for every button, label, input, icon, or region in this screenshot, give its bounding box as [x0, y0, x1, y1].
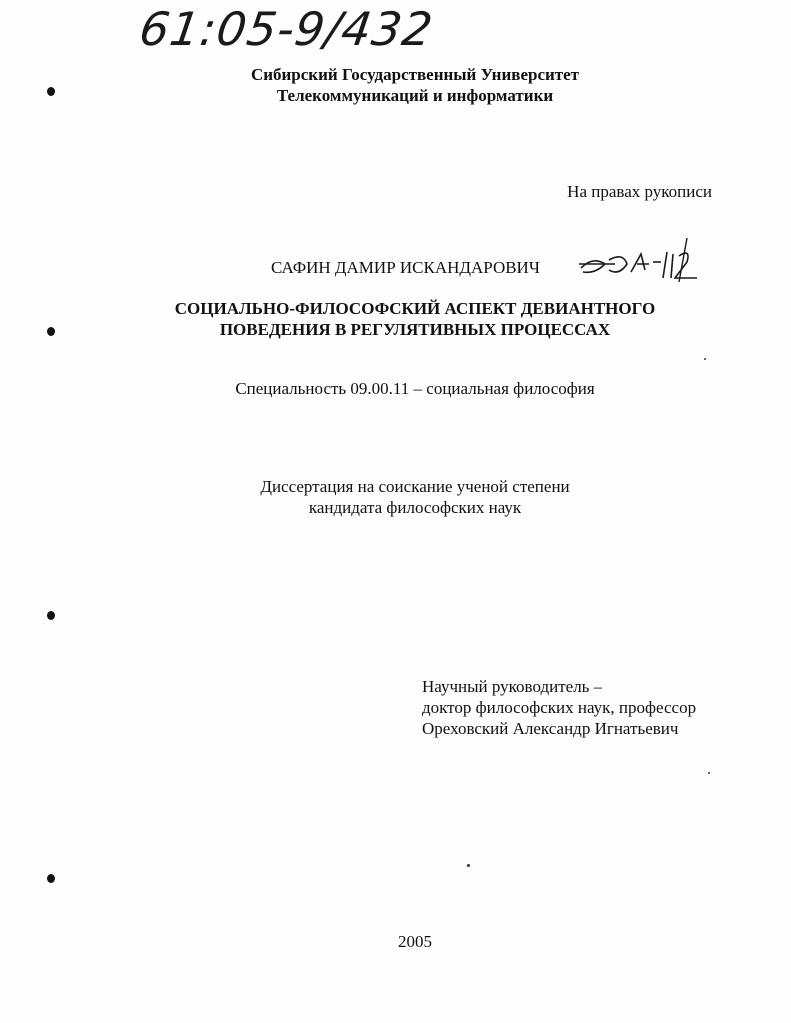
specialty: Специальность 09.00.11 – социальная философия: [235, 379, 595, 398]
scan-speck: [708, 772, 710, 774]
punch-hole-mark: [47, 874, 55, 883]
handwritten-signature: [575, 234, 705, 290]
handwritten-call-number: 61:05-9/432: [136, 2, 437, 56]
university-header: [160, 64, 670, 106]
punch-hole-mark: [47, 87, 55, 96]
title-line-2: ПОВЕДЕНИЯ В РЕГУЛЯТИВНЫХ ПРОЦЕССАХ: [219, 320, 611, 339]
supervisor-line-3: Ореховский Александр Игнатьевич: [422, 719, 679, 738]
title-line-1: СОЦИАЛЬНО-ФИЛОСОФСКИЙ АСПЕКТ ДЕВИАНТНОГО: [174, 299, 656, 318]
punch-hole-mark: [47, 327, 55, 336]
punch-hole-mark: [47, 611, 55, 620]
author-name: САФИН ДАМИР ИСКАНДАРОВИЧ: [271, 258, 540, 277]
scan-speck: [467, 864, 470, 867]
degree-statement: [120, 476, 710, 518]
university-line-2: Телекоммуникаций и информатики: [276, 86, 554, 105]
supervisor-block: [422, 676, 696, 739]
dissertation-title: [120, 298, 710, 340]
university-line-1: Сибирский Государственный Университет: [250, 65, 580, 84]
degree-line-2: кандидата философских наук: [308, 498, 522, 517]
supervisor-line-1: Научный руководитель –: [422, 677, 603, 696]
scan-speck: [704, 358, 706, 360]
supervisor-line-2: доктор философских наук, профессор: [422, 698, 697, 717]
year: 2005: [398, 932, 432, 951]
manuscript-rights: На правах рукописи: [567, 182, 712, 201]
degree-line-1: Диссертация на соискание ученой степени: [260, 477, 570, 496]
